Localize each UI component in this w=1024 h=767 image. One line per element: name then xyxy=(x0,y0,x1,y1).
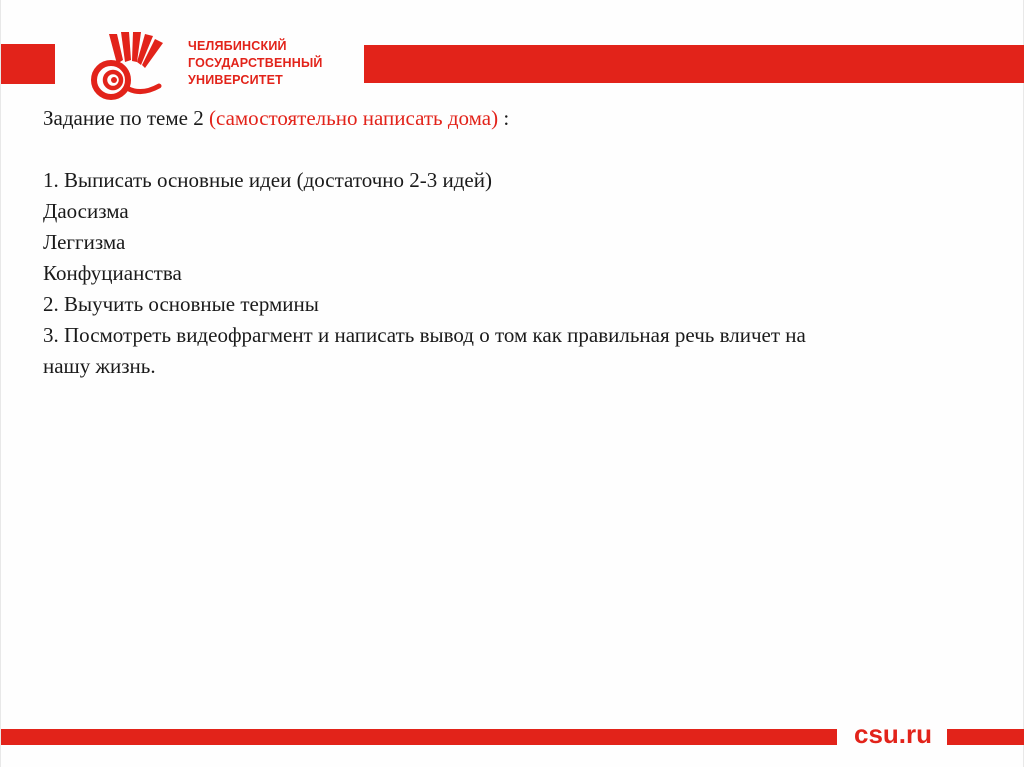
university-logo-icon xyxy=(79,30,175,102)
title-suffix: : xyxy=(498,106,510,130)
university-name xyxy=(188,38,323,89)
sub-item-confucianism: Конфуцианства xyxy=(43,261,182,285)
footer-bar-left xyxy=(1,729,837,745)
task-item-1: 1. Выписать основные идеи (достаточно 2-3 идей) xyxy=(43,168,492,192)
task-item-2: 2. Выучить основные термины xyxy=(43,292,319,316)
sub-item-legalism: Леггизма xyxy=(43,230,126,254)
site-url: csu.ru xyxy=(854,719,933,749)
university-name-line-2: ГОСУДАРСТВЕННЫЙ xyxy=(188,56,323,70)
title-highlight: (самостоятельно написать дома) xyxy=(209,106,499,130)
header-bar-right xyxy=(364,45,1024,83)
task-item-3-line-1: 3. Посмотреть видеофрагмент и написать вывод о том как правильная речь вличет на xyxy=(43,323,806,347)
footer-bar-right xyxy=(947,729,1024,745)
task-item-3-line-2: нашу жизнь. xyxy=(43,354,156,378)
university-name-line-1: ЧЕЛЯБИНСКИЙ xyxy=(188,39,287,53)
blank-line xyxy=(43,134,993,165)
assignment-text xyxy=(43,103,993,382)
header-bar-left xyxy=(1,44,55,84)
sub-item-daoism: Даосизма xyxy=(43,199,129,223)
university-name-line-3: УНИВЕРСИТЕТ xyxy=(188,73,283,87)
assignment-title xyxy=(43,103,993,134)
title-prefix: Задание по теме 2 xyxy=(43,106,209,130)
